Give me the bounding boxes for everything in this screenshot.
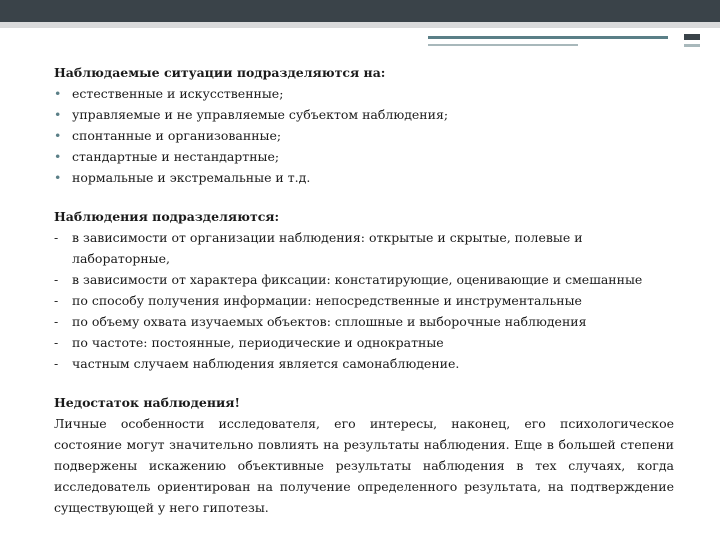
section1-heading: Наблюдаемые ситуации подразделяются на: xyxy=(54,65,386,80)
bullet-icon: • xyxy=(54,149,62,164)
list-item: • естественные и искусственные; xyxy=(54,83,674,104)
decorative-line-thin xyxy=(428,44,578,46)
decorative-block-thin xyxy=(684,44,700,47)
list-item: • стандартные и нестандартные; xyxy=(54,146,674,167)
dash-icon: - xyxy=(54,272,59,287)
section3-heading: Недостаток наблюдения! xyxy=(54,395,240,410)
bullet-icon: • xyxy=(54,128,62,143)
list-item: - по частоте: постоянные, периодические и однократные xyxy=(54,332,674,353)
list-item: - в зависимости от организации наблюдения: открытые и скрытые, полевые и лабораторные, xyxy=(54,227,674,269)
list-item: • управляемые и не управляемые субъектом наблюдения; xyxy=(54,104,674,125)
bullet-icon: • xyxy=(54,170,62,185)
section3-paragraph: Личные особенности исследователя, его интересы, наконец, его психологическое состояние могут значительно повлиять на результаты наблюдения. Еще в большей степени подвержены искажению объективные результаты наблюдения в тех случаях, когда исследователь ориентирован на получение определенного результата, на подтверждение существующей у него гипотезы. xyxy=(54,416,674,515)
list-item: - по способу получения информации: непосредственные и инструментальные xyxy=(54,290,674,311)
decorative-line xyxy=(428,36,668,39)
list-item: - в зависимости от характера фиксации: констатирующие, оценивающие и смешанные xyxy=(54,269,674,290)
list-item: - частным случаем наблюдения является самонаблюдение. xyxy=(54,353,674,374)
dash-icon: - xyxy=(54,356,59,371)
section2-list xyxy=(54,227,674,374)
top-bar xyxy=(0,0,720,22)
bullet-icon: • xyxy=(54,107,62,122)
list-item: • нормальные и экстремальные и т.д. xyxy=(54,167,674,188)
dash-icon: - xyxy=(54,230,59,245)
section2-heading: Наблюдения подразделяются: xyxy=(54,209,280,224)
slide-content xyxy=(54,62,674,518)
dash-icon: - xyxy=(54,335,59,350)
decorative-block xyxy=(684,34,700,40)
dash-icon: - xyxy=(54,314,59,329)
top-bar-accent xyxy=(0,22,720,28)
section1-list xyxy=(54,83,674,188)
list-item: • спонтанные и организованные; xyxy=(54,125,674,146)
dash-icon: - xyxy=(54,293,59,308)
list-item: - по объему охвата изучаемых объектов: сплошные и выборочные наблюдения xyxy=(54,311,674,332)
bullet-icon: • xyxy=(54,86,62,101)
